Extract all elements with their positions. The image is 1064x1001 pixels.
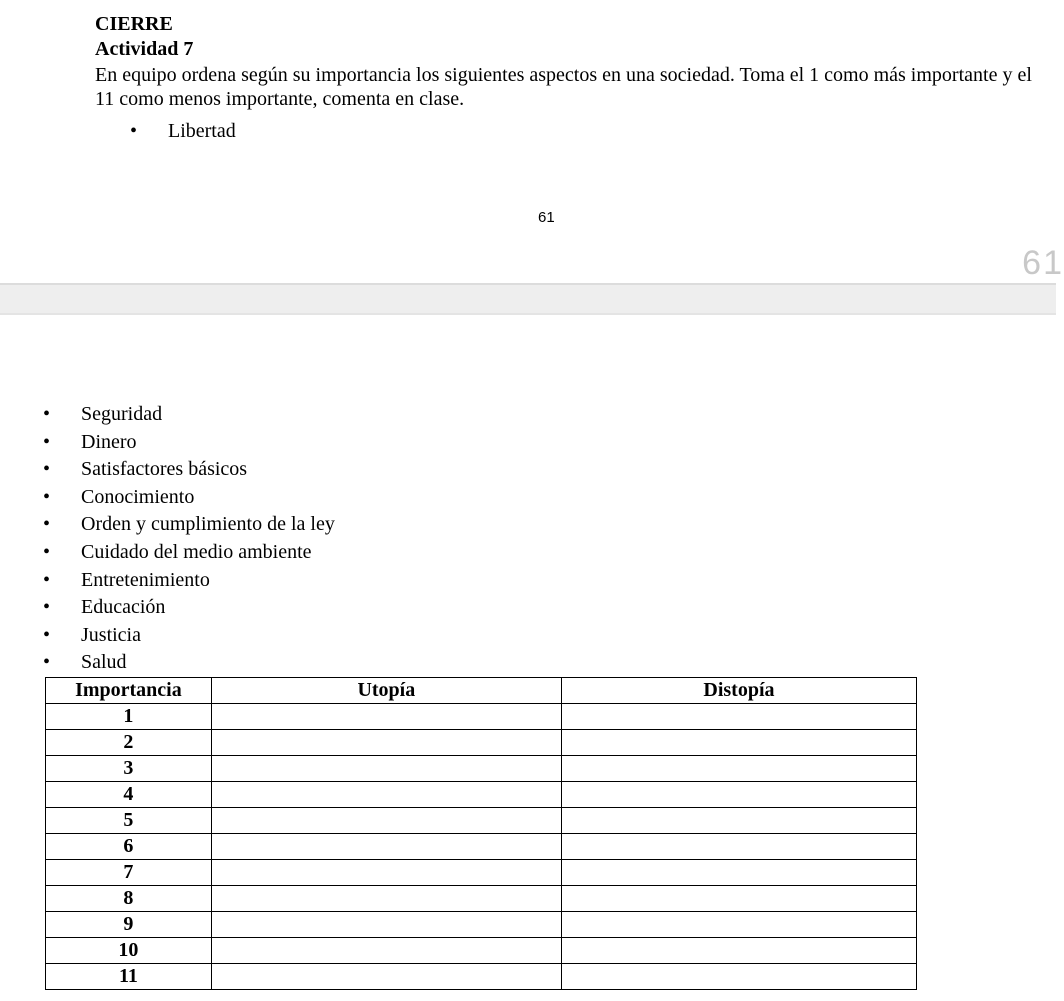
rank-cell: 3 [46, 756, 212, 782]
rank-cell: 9 [46, 912, 212, 938]
bullet-icon: • [43, 458, 51, 481]
header-importancia: Importancia [46, 678, 212, 704]
header-utopia: Utopía [211, 678, 561, 704]
list-item-label: Libertad [168, 120, 236, 142]
side-page-number: 61 [1022, 244, 1064, 282]
bullet-icon: • [43, 513, 51, 536]
rank-cell: 5 [46, 808, 212, 834]
table-row [46, 964, 917, 990]
aspects-list [43, 401, 335, 677]
table-row [46, 808, 917, 834]
bullet-icon: • [130, 120, 138, 142]
rank-cell: 8 [46, 886, 212, 912]
distopia-cell[interactable] [561, 938, 916, 964]
list-item: • Orden y cumplimiento de la ley [43, 511, 335, 539]
distopia-cell[interactable] [561, 912, 916, 938]
ranking-table [45, 677, 917, 990]
page-separator [0, 283, 1056, 315]
rank-cell: 6 [46, 834, 212, 860]
table-row [46, 730, 917, 756]
list-item-libertad [130, 119, 236, 143]
utopia-cell[interactable] [211, 834, 561, 860]
rank-cell: 1 [46, 704, 212, 730]
table-row [46, 834, 917, 860]
rank-cell: 2 [46, 730, 212, 756]
activity-title: Actividad 7 [95, 38, 194, 60]
utopia-cell[interactable] [211, 912, 561, 938]
distopia-cell[interactable] [561, 886, 916, 912]
table-row [46, 860, 917, 886]
utopia-cell[interactable] [211, 860, 561, 886]
list-item: • Educación [43, 594, 335, 622]
bullet-icon: • [43, 485, 51, 508]
bullet-icon: • [43, 430, 51, 453]
bullet-icon: • [43, 540, 51, 563]
section-title: CIERRE [95, 13, 173, 35]
bullet-icon: • [43, 596, 51, 619]
table-header-row [46, 678, 917, 704]
distopia-cell[interactable] [561, 704, 916, 730]
rank-cell: 11 [46, 964, 212, 990]
page-number: 61 [538, 209, 555, 226]
utopia-cell[interactable] [211, 808, 561, 834]
instructions-text: En equipo ordena según su importancia los siguientes aspectos en una sociedad. Toma el 1 como más importante y el 11 como menos importante, comenta en clase. [95, 64, 1032, 110]
list-item: • Cuidado del medio ambiente [43, 539, 335, 567]
table-row [46, 886, 917, 912]
bullet-icon: • [43, 651, 51, 674]
utopia-cell[interactable] [211, 938, 561, 964]
distopia-cell[interactable] [561, 860, 916, 886]
list-item: • Seguridad [43, 401, 335, 429]
page-61 [0, 0, 1064, 282]
bullet-icon: • [43, 568, 51, 591]
distopia-cell[interactable] [561, 756, 916, 782]
header-distopia: Distopía [561, 678, 916, 704]
rank-cell: 10 [46, 938, 212, 964]
utopia-cell[interactable] [211, 704, 561, 730]
table-row [46, 782, 917, 808]
list-item: • Dinero [43, 429, 335, 457]
table-row [46, 756, 917, 782]
table-row [46, 938, 917, 964]
table-row [46, 912, 917, 938]
list-item: • Satisfactores básicos [43, 456, 335, 484]
table-row [46, 704, 917, 730]
rank-cell: 7 [46, 860, 212, 886]
distopia-cell[interactable] [561, 730, 916, 756]
utopia-cell[interactable] [211, 756, 561, 782]
list-item: • Salud [43, 649, 335, 677]
rank-cell: 4 [46, 782, 212, 808]
bullet-icon: • [43, 403, 51, 425]
utopia-cell[interactable] [211, 782, 561, 808]
list-item: • Entretenimiento [43, 567, 335, 595]
distopia-cell[interactable] [561, 964, 916, 990]
list-item: • Justicia [43, 622, 335, 650]
utopia-cell[interactable] [211, 730, 561, 756]
bullet-icon: • [43, 623, 51, 646]
distopia-cell[interactable] [561, 782, 916, 808]
utopia-cell[interactable] [211, 964, 561, 990]
distopia-cell[interactable] [561, 808, 916, 834]
list-item: • Conocimiento [43, 484, 335, 512]
distopia-cell[interactable] [561, 834, 916, 860]
utopia-cell[interactable] [211, 886, 561, 912]
